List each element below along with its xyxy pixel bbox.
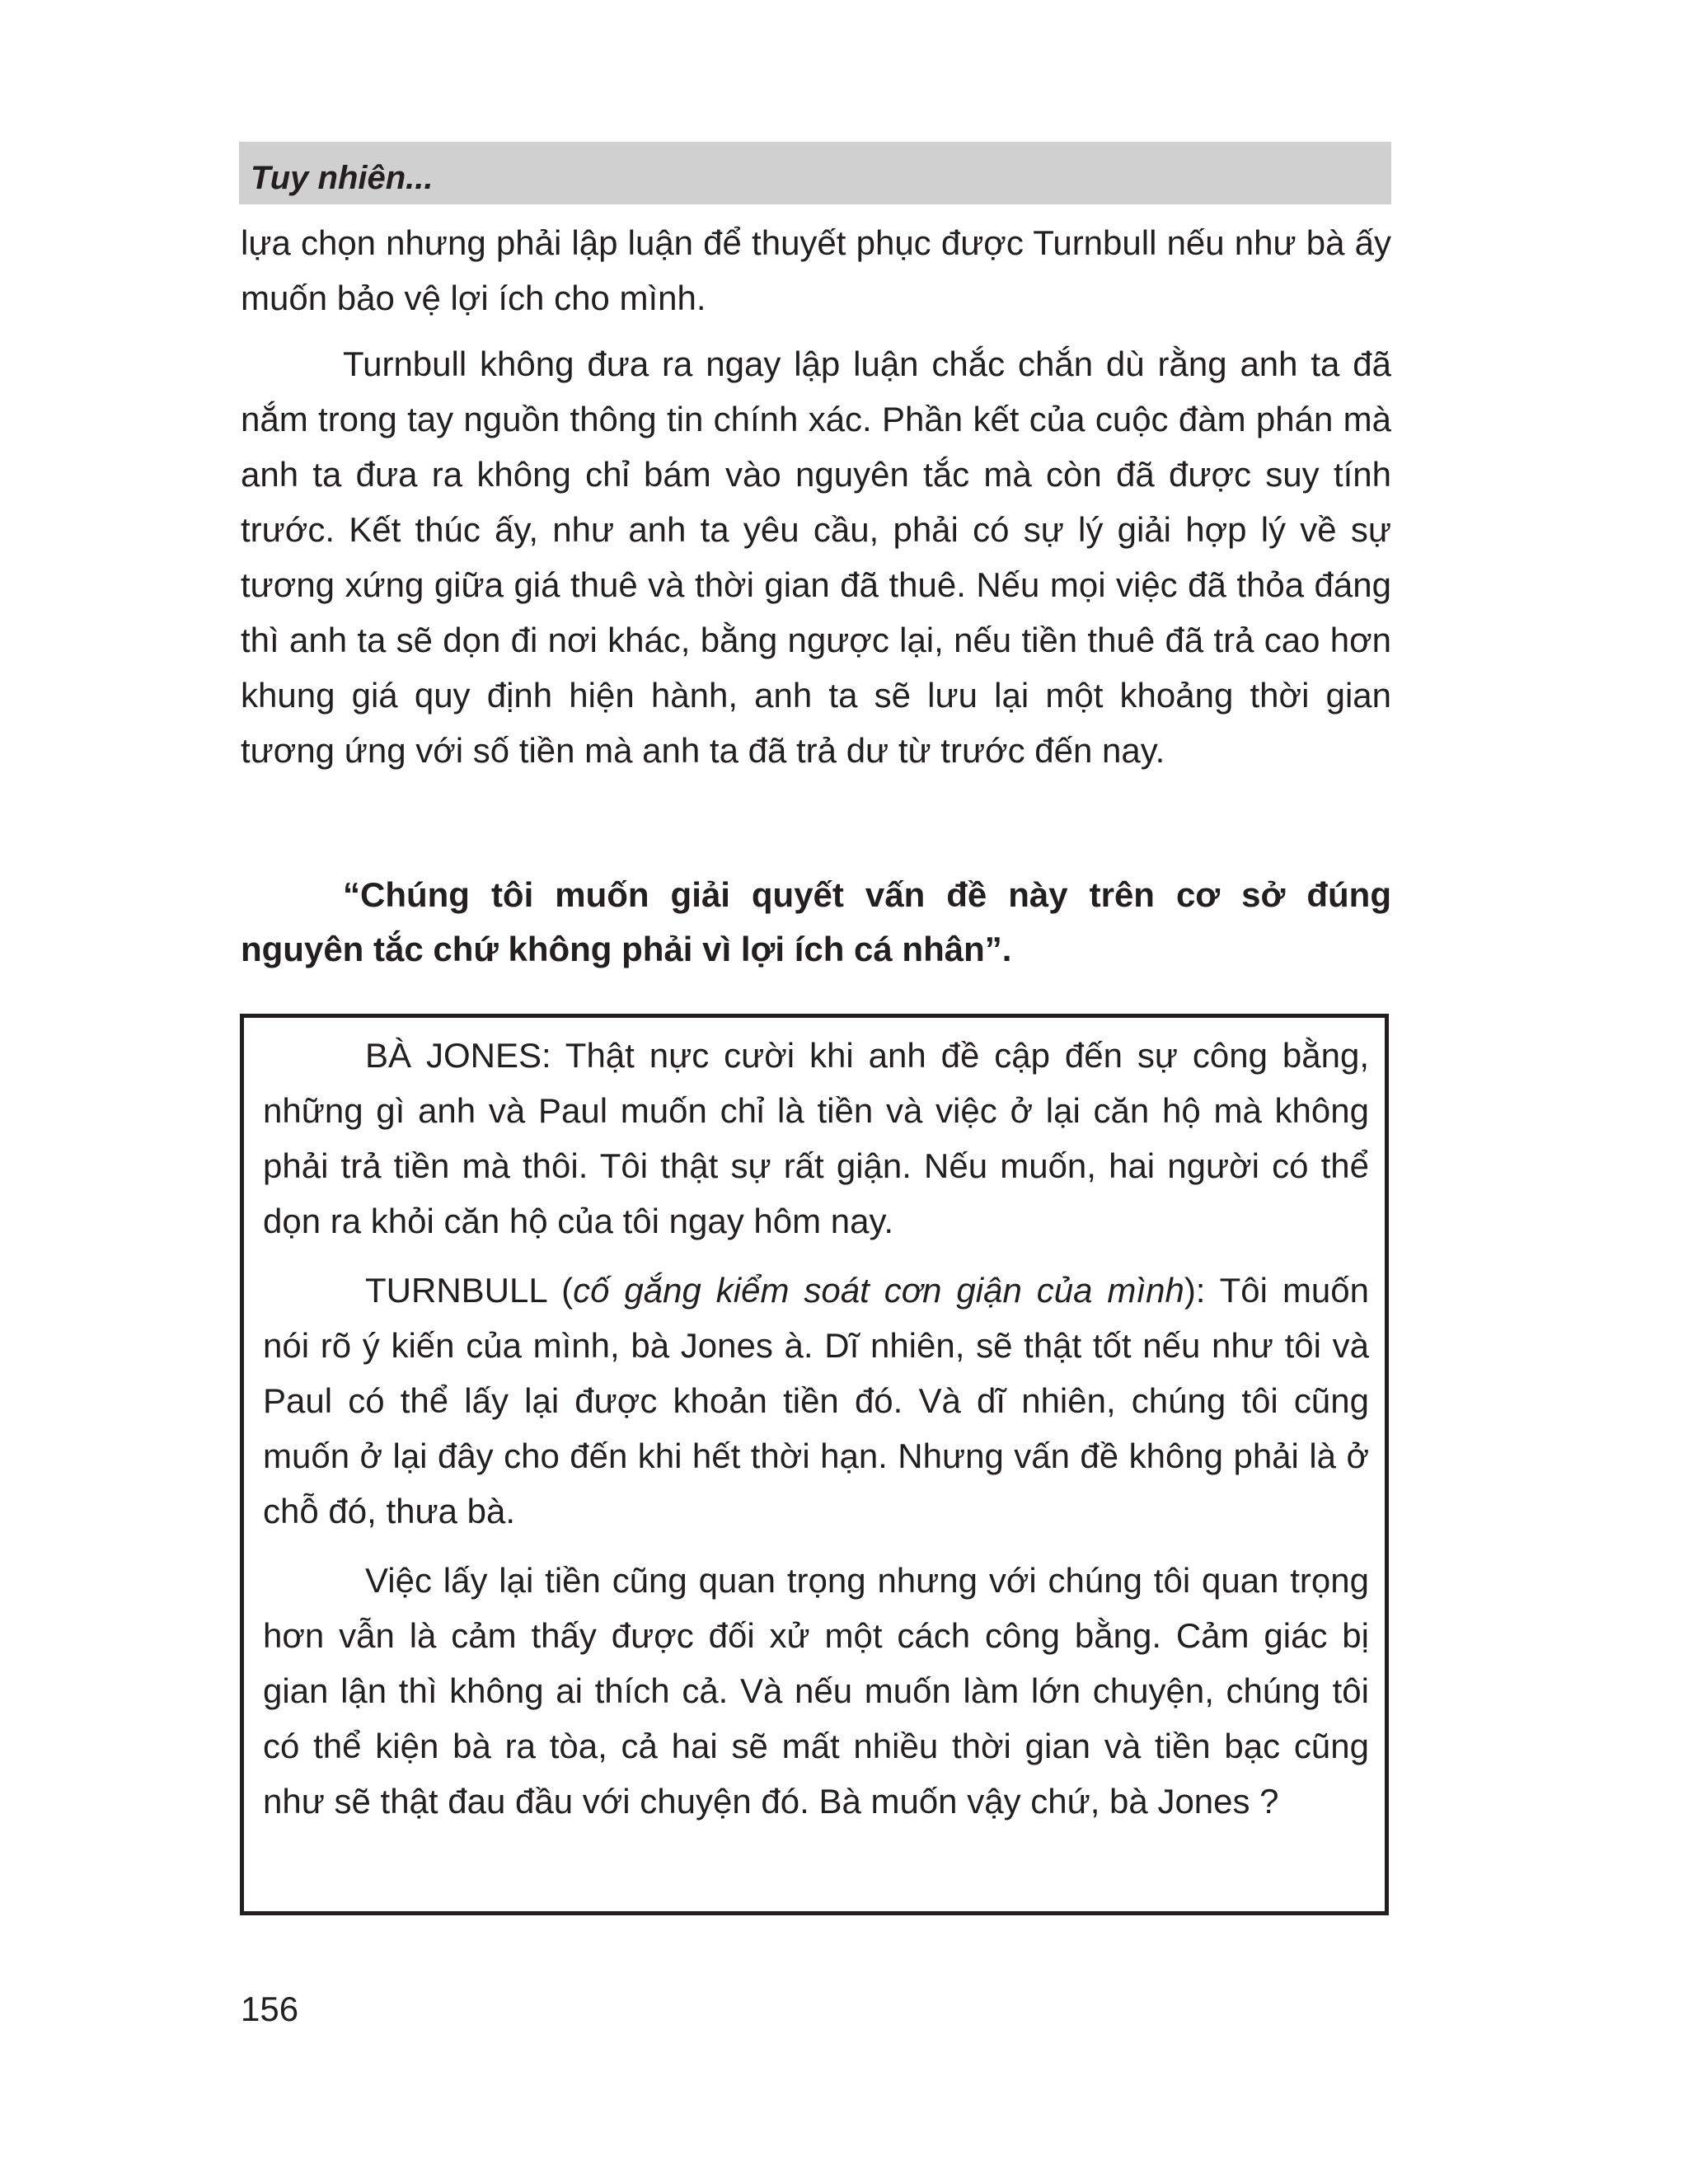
turnbull-speech: ): Tôi muốn nói rõ ý kiến của mình, bà Jones à. Dĩ nhiên, sẽ thật tốt nếu như tôi và Paul có thể lấy lại được khoản tiền đó. Và dĩ nhiên, chúng tôi cũng muốn ở lại đây cho đến khi hết thời hạn. Nhưng vấn đề không phải là ở chỗ đó, thưa bà.: [263, 1271, 1370, 1530]
pull-quote: “Chúng tôi muốn giải quyết vấn đề này trên cơ sở đúng nguyên tắc chứ không phải vì lợi ích cá nhân”.: [241, 875, 1391, 968]
turnbull-speaker: TURNBULL (: [365, 1271, 574, 1310]
chapter-header-title: Tuy nhiên...: [251, 160, 434, 196]
body-paragraph-continuation: lựa chọn nhưng phải lập luận để thuyết phục được Turnbull nếu như bà ấy muốn bảo vệ lợi ích cho mình.: [241, 223, 1391, 317]
dialogue-turnbull: [263, 1263, 1369, 1539]
page-number: 156: [241, 1990, 299, 2028]
dialogue-box: [240, 1014, 1389, 1915]
dialogue-text: [263, 1028, 1369, 1843]
body-paragraph-turnbull: Turnbull không đưa ra ngay lập luận chắc chắn dù rằng anh ta đã nắm trong tay nguồn thông tin chính xác. Phần kết của cuộc đàm phán mà anh ta đưa ra không chỉ bám vào nguyên tắc mà còn đã được suy tính trước. Kết thúc ấy, như anh ta yêu cầu, phải có sự lý giải hợp lý về sự tương xứng giữa giá thuê và thời gian đã thuê. Nếu mọi việc đã thỏa đáng thì anh ta sẽ dọn đi nơi khác, bằng ngược lại, nếu tiền thuê đã trả cao hơn khung giá quy định hiện hành, anh ta sẽ lưu lại một khoảng thời gian tương ứng với số tiền mà anh ta đã trả dư từ trước đến nay.: [241, 344, 1391, 770]
chapter-header-bar: [239, 142, 1391, 204]
dialogue-jones: BÀ JONES: Thật nực cười khi anh đề cập đến sự công bằng, những gì anh và Paul muốn chỉ là tiền và việc ở lại căn hộ mà không phải trả tiền mà thôi. Tôi thật sự rất giận. Nếu muốn, hai người có thể dọn ra khỏi căn hộ của tôi ngay hôm nay.: [263, 1036, 1369, 1240]
turnbull-stage-direction: cố gắng kiểm soát cơn giận của mình: [573, 1271, 1184, 1310]
dialogue-turnbull-continued: Việc lấy lại tiền cũng quan trọng nhưng với chúng tôi quan trọng hơn vẫn là cảm thấy được đối xử một cách công bằng. Cảm giác bị gian lận thì không ai thích cả. Và nếu muốn làm lớn chuyện, chúng tôi có thể kiện bà ra tòa, cả hai sẽ mất nhiều thời gian và tiền bạc cũng như sẽ thật đau đầu với chuyện đó. Bà muốn vậy chứ, bà Jones ?: [263, 1561, 1369, 1821]
body-text: [241, 215, 1391, 778]
